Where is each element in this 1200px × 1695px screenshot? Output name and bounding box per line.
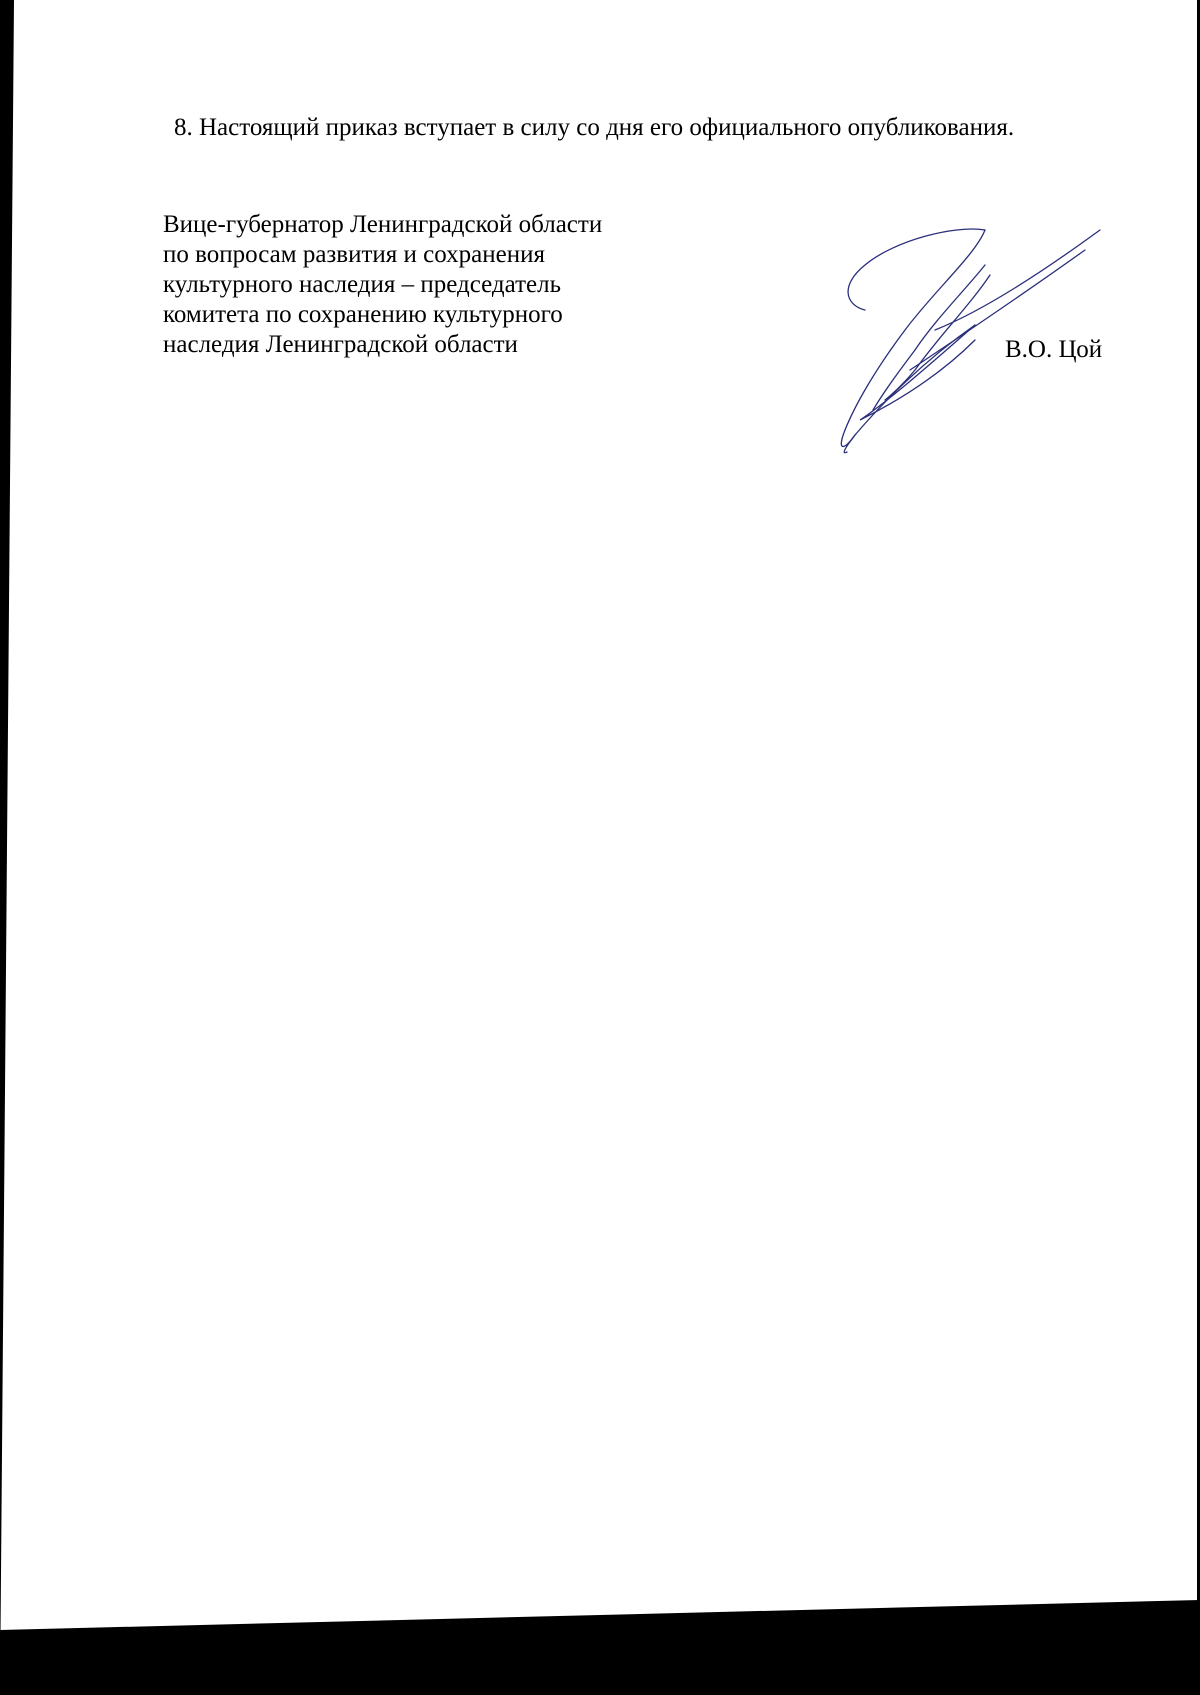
signatory-title-line: Вице-губернатор Ленинградской области <box>163 211 603 238</box>
signatory-title <box>163 210 602 360</box>
scan-left-edge <box>0 0 14 1695</box>
signatory-title-line: наследия Ленинградской области <box>163 331 518 358</box>
clause-8-text: 8. Настоящий приказ вступает в силу со дня его официального опубликования. <box>174 114 1015 141</box>
signatory-title-line: комитета по сохранению культурного <box>163 301 563 328</box>
signatory-title-line: по вопросам развития и сохранения <box>163 241 545 268</box>
signer-name: В.О. Цой <box>1005 336 1103 363</box>
signatory-title-line: культурного наследия – председатель <box>163 271 561 298</box>
scan-bottom-border <box>0 1600 1200 1695</box>
